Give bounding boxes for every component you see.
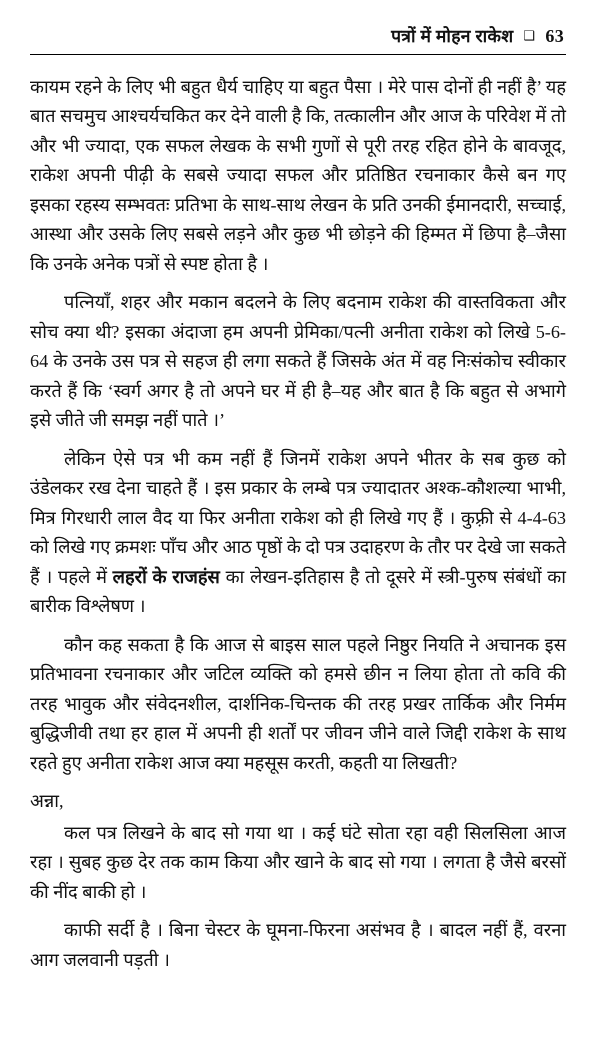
- page-number: 63: [545, 26, 564, 46]
- letter-salutation: अन्ना,: [30, 791, 64, 812]
- body-text-column: [30, 73, 566, 975]
- page-header: [30, 24, 566, 54]
- paragraph-2: पत्नियाँ, शहर और मकान बदलने के लिए बदनाम राकेश की वास्तविकता और सोच क्या थी? इसका अंदाजा हम अपनी प्रेमिका/पत्नी अनीता राकेश को लिखे 5-6-64 के उनके उस पत्र से सहज ही लगा सकते हैं जिसके अंत में वह निःसंकोच स्वीकार करते हैं कि ‘स्वर्ग अगर है तो अपने घर में ही है–यह और बात है कि बहुत से अभागे इसे जीते जी समझ नहीं पाते ।’: [30, 292, 566, 431]
- paragraph-3: [30, 445, 566, 622]
- book-title-lahron-ke-rajhans: लहरों के राजहंस: [112, 566, 220, 587]
- paragraph-4: कौन कह सकता है कि आज से बाइस साल पहले निष्ठुर नियति ने अचानक इस प्रतिभावना रचनाकार और जटिल व्यक्ति को हमसे छीन न लिया होता तो कवि की तरह भावुक और संवेदनशील, दार्शनिक-चिन्तक की तरह प्रखर तार्किक और निर्मम बुद्धिजीवी तथा हर हाल में अपनी ही शर्तों पर जीवन जीने वाले जिद्दी राकेश के साथ रहते हुए अनीता राकेश आज क्या महसूस करती, कहती या लिखती?: [30, 634, 566, 773]
- paragraph-3-seg-3: का लेखन-इतिहास है तो दूसरे में स्त्री-पुरुष संबंधों का बारीक विश्लेषण ।: [30, 566, 566, 617]
- header-divider: [30, 54, 566, 55]
- paragraph-6: काफी सर्दी है । बिना चेस्टर के घूमना-फिरना असंभव है । बादल नहीं हैं, वरना आग जलवानी पड़ती ।: [30, 920, 566, 970]
- paragraph-5: कल पत्र लिखने के बाद सो गया था । कई घंटे सोता रहा वही सिलसिला आज रहा । सुबह कुछ देर तक काम किया और खाने के बाद सो गया । लगता है जैसे बरसों की नींद बाकी हो ।: [30, 822, 566, 902]
- paragraph-1: कायम रहने के लिए भी बहुत धैर्य चाहिए या बहुत पैसा । मेरे पास दोनों ही नहीं है’ यह बात सचमुच आश्चर्यचकित कर देने वाली है कि, तत्कालीन और आज के परिवेश में तो और भी ज्यादा, एक सफल लेखक के सभी गुणों से पूरी तरह रहित होने के बावजूद, राकेश अपनी पीढ़ी के सबसे ज्यादा सफल और प्रतिष्ठित रचनाकार कैसे बन गए इसका रहस्य सम्भवतः प्रतिभा के साथ-साथ लेखन के प्रति उनकी ईमानदारी, सच्चाई, आस्था और उसके लिए सबसे लड़ने और कुछ भी छोड़ने की हिम्मत में छिपा है–जैसा कि उनके अनेक पत्रों से स्पष्ट होता है ।: [30, 77, 566, 274]
- square-ornament-icon: ❑: [523, 28, 536, 43]
- running-head-title: पत्रों में मोहन राकेश: [391, 26, 514, 46]
- paragraph-3-seg-1: लेकिन ऐसे पत्र भी कम नहीं हैं जिनमें राकेश अपने भीतर के सब कुछ को उंडेलकर रख देना चाहते हैं । इस प्रकार के लम्बे पत्र ज्यादातर अश्क-कौशल्या भाभी, मित्र गिरधारी लाल वैद या फिर अनीता राकेश को ही लिखे गए हैं । कुफ़्री से 4-4-63 को लिखे गए क्रमशः पाँच और आठ पृष्ठों के दो पत्र उदाहरण के तौर पर देखे जा सकते हैं । पहले में: [30, 448, 566, 587]
